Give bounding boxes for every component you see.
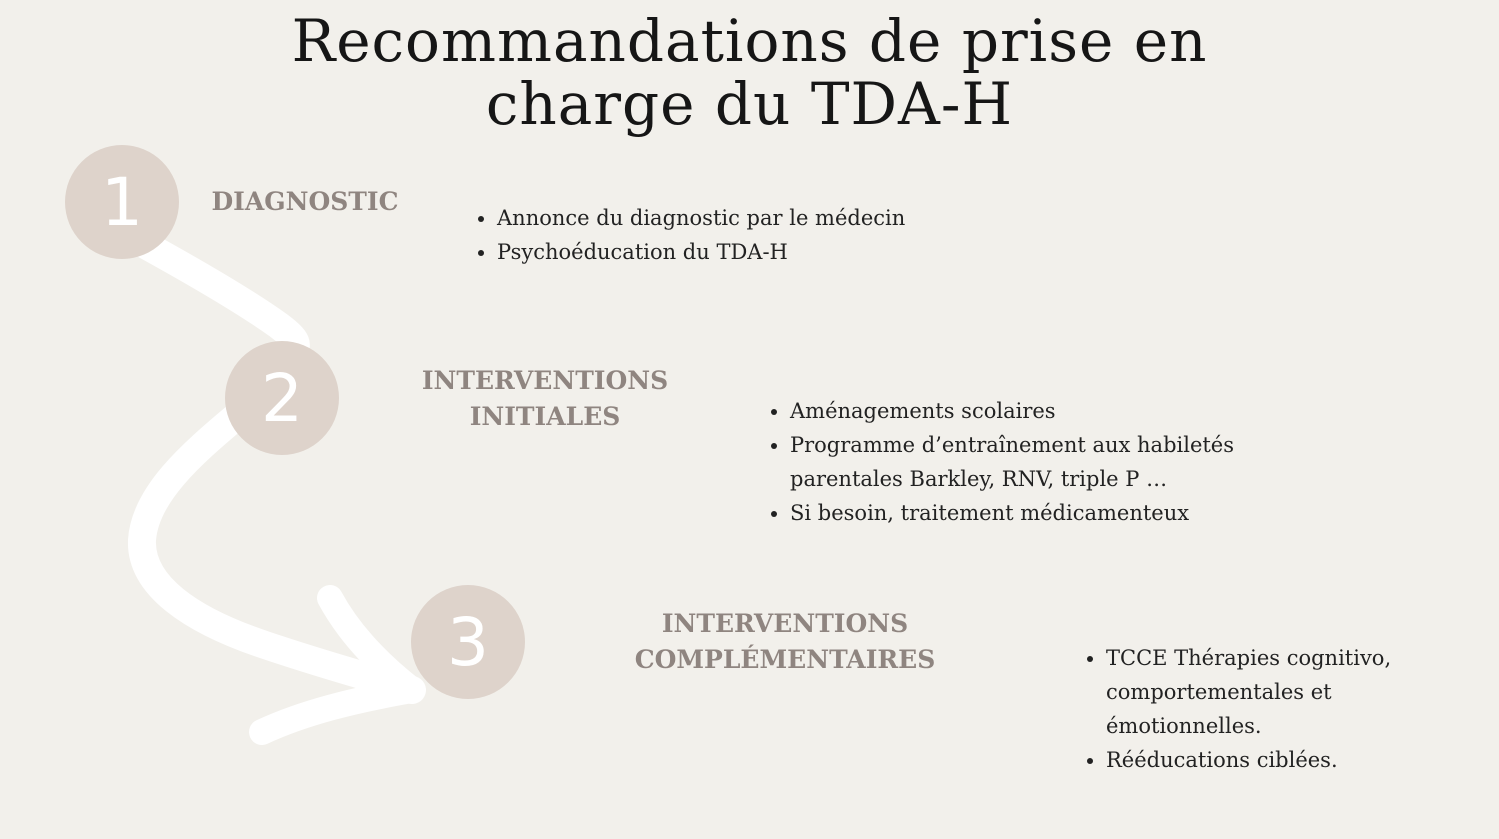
list-item: • Annonce du diagnostic par le médecin xyxy=(497,201,1017,235)
step-1-bullets xyxy=(475,201,1017,269)
list-item: • TCCE Thérapies cognitivo, comportementales et émotionnelles. xyxy=(1106,641,1446,743)
page-title-line-1: Recommandations de prise en xyxy=(291,7,1208,75)
page-title-line-2: charge du TDA-H xyxy=(485,70,1014,138)
step-3-title: INTERVENTIONS COMPLÉMENTAIRES xyxy=(634,609,936,674)
step-1-title: DIAGNOSTIC xyxy=(211,187,399,216)
step-3-circle xyxy=(411,585,525,699)
list-item: • Programme d’entraînement aux habiletés parentales Barkley, RNV, triple P … xyxy=(790,428,1285,496)
list-item: • Psychoéducation du TDA-H xyxy=(497,235,1017,269)
step-2-circle xyxy=(225,341,339,455)
step-1-circle xyxy=(65,145,179,259)
step-2-title: INTERVENTIONS INITIALES xyxy=(421,366,669,431)
list-item: • Si besoin, traitement médicamenteux xyxy=(790,496,1285,530)
step-2-bullets xyxy=(768,394,1285,530)
arrow-path-1-to-2 xyxy=(140,242,296,355)
list-item: • Rééducations ciblées. xyxy=(1106,743,1446,777)
list-item: • Aménagements scolaires xyxy=(790,394,1285,428)
step-1-number: 1 xyxy=(101,163,143,241)
step-3-bullets xyxy=(1084,641,1446,777)
arrowhead-lower xyxy=(262,690,412,732)
step-2-number: 2 xyxy=(261,359,303,437)
step-3-number: 3 xyxy=(447,603,489,681)
